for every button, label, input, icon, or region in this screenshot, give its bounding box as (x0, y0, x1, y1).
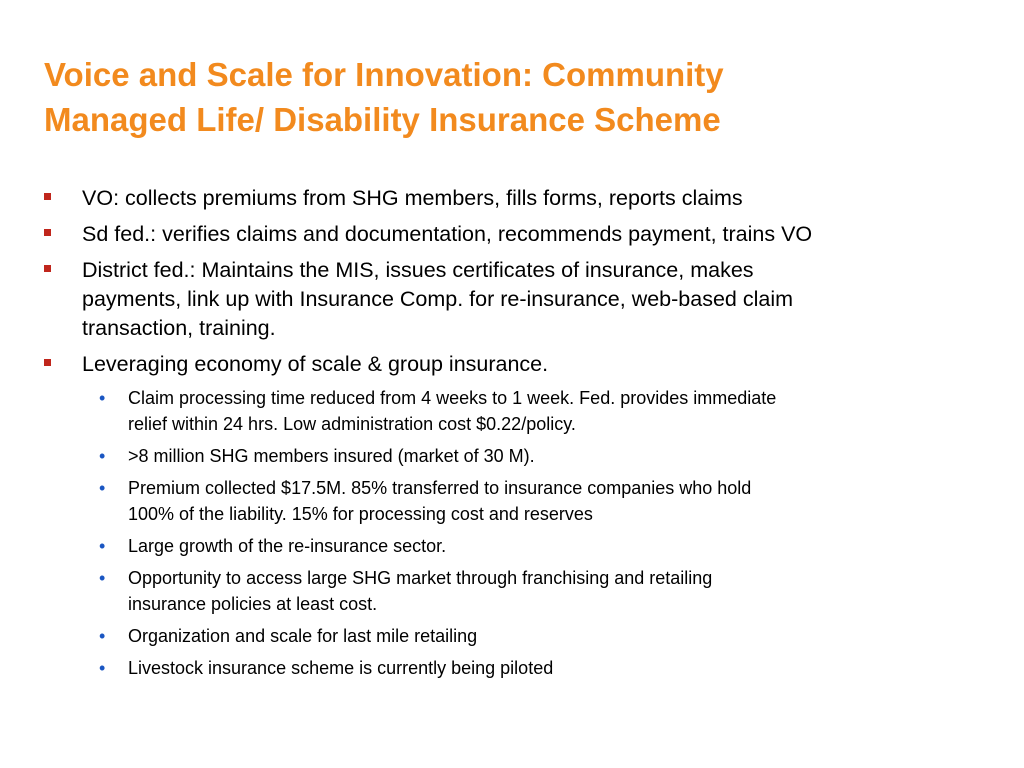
dot-bullet-icon: • (99, 626, 106, 646)
dot-bullet-icon: • (99, 658, 106, 678)
sub-bullet-organization (82, 623, 984, 649)
sub-bullet-premium-collected (82, 475, 984, 527)
sub-bullet-list (82, 385, 984, 681)
sub-bullet-line: Organization and scale for last mile retailing (128, 626, 478, 646)
square-bullet-icon (44, 359, 51, 366)
square-bullet-icon (44, 265, 51, 272)
sub-bullet-line: Claim processing time reduced from 4 weeks to 1 week. Fed. provides immediate (128, 388, 777, 408)
bullet-item-sd-fed (44, 220, 984, 249)
bullet-item-vo (44, 184, 984, 213)
sub-bullet-text (128, 565, 984, 617)
sub-bullet-line: Premium collected $17.5M. 85% transferred to insurance companies who hold (128, 478, 752, 498)
dot-bullet-icon: • (99, 388, 106, 408)
bullet-text (82, 220, 984, 249)
sub-bullet-text (128, 655, 984, 681)
bullet-text (82, 184, 984, 213)
sub-bullet-claim-processing (82, 385, 984, 437)
bullet-text (82, 256, 984, 343)
slide-body (44, 184, 984, 688)
dot-bullet-icon: • (99, 478, 106, 498)
sub-bullet-line: Opportunity to access large SHG market through franchising and retailing (128, 568, 713, 588)
bullet-line: Sd fed.: verifies claims and documentation, recommends payment, trains VO (82, 222, 813, 246)
bullet-text (82, 350, 984, 379)
bullet-item-leveraging (44, 350, 984, 681)
slide-title (44, 52, 984, 142)
slide-title-line-2: Managed Life/ Disability Insurance Scheme (44, 101, 721, 138)
dot-bullet-icon: • (99, 446, 106, 466)
bullet-line: payments, link up with Insurance Comp. for re-insurance, web-based claim (82, 287, 794, 311)
sub-bullet-line: Large growth of the re-insurance sector. (128, 536, 447, 556)
sub-bullet-line: 100% of the liability. 15% for processing cost and reserves (128, 504, 593, 524)
sub-bullet-line: relief within 24 hrs. Low administration cost $0.22/policy. (128, 414, 576, 434)
sub-bullet-livestock (82, 655, 984, 681)
sub-bullet-members-insured (82, 443, 984, 469)
sub-bullet-line: >8 million SHG members insured (market of 30 M). (128, 446, 535, 466)
bullet-line: District fed.: Maintains the MIS, issues certificates of insurance, makes (82, 258, 754, 282)
bullet-line: Leveraging economy of scale & group insurance. (82, 352, 549, 376)
bullet-list (44, 184, 984, 681)
sub-bullet-text (128, 623, 984, 649)
sub-bullet-line: insurance policies at least cost. (128, 594, 378, 614)
sub-bullet-reinsurance-growth (82, 533, 984, 559)
bullet-line: transaction, training. (82, 316, 276, 340)
sub-bullet-text (128, 475, 984, 527)
bullet-line: VO: collects premiums from SHG members, fills forms, reports claims (82, 186, 743, 210)
sub-bullet-text (128, 533, 984, 559)
dot-bullet-icon: • (99, 536, 106, 556)
square-bullet-icon (44, 229, 51, 236)
sub-bullet-line: Livestock insurance scheme is currently being piloted (128, 658, 554, 678)
square-bullet-icon (44, 193, 51, 200)
slide-title-line-1: Voice and Scale for Innovation: Community (44, 56, 724, 93)
sub-bullet-opportunity (82, 565, 984, 617)
bullet-item-district-fed (44, 256, 984, 343)
sub-bullet-text (128, 443, 984, 469)
dot-bullet-icon: • (99, 568, 106, 588)
sub-bullet-text (128, 385, 984, 437)
